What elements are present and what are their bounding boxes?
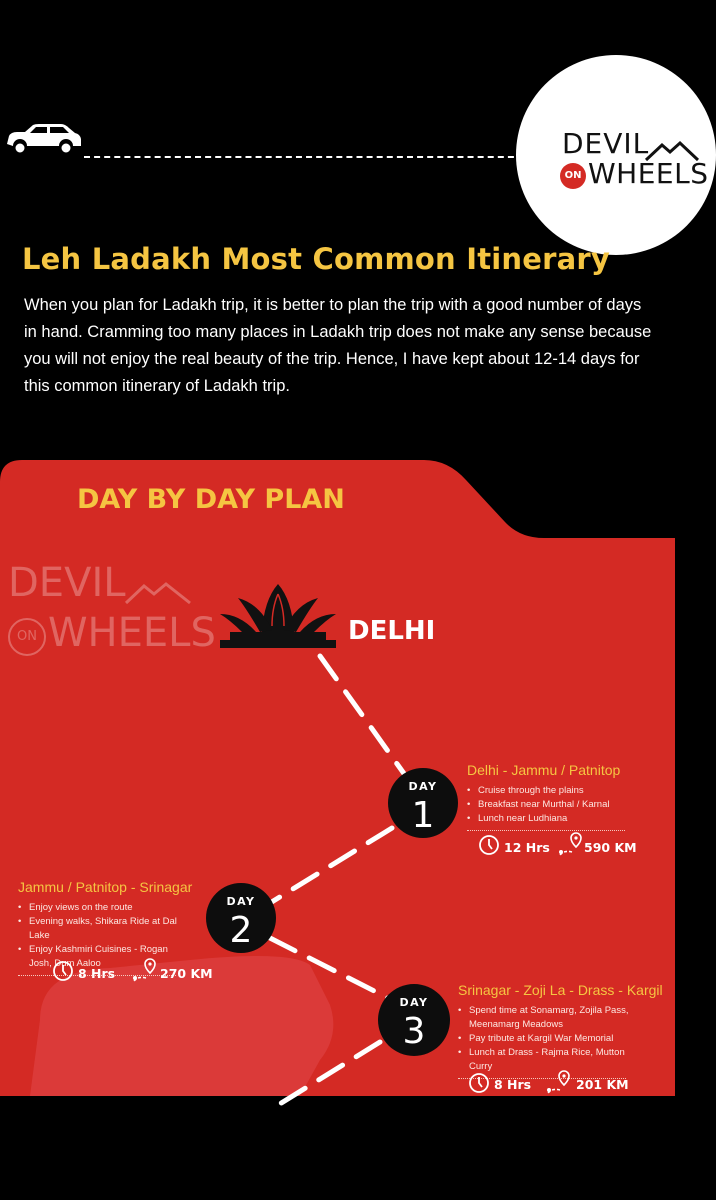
day-badge-1 bbox=[388, 768, 458, 838]
route-pin-icon bbox=[130, 956, 158, 984]
distance: 270 KM bbox=[160, 966, 213, 981]
list-item: • Enjoy views on the route bbox=[18, 901, 183, 915]
highlight-list bbox=[458, 1004, 643, 1074]
day-badge-label: DAY bbox=[226, 895, 256, 908]
duration: 12 Hrs bbox=[504, 840, 550, 855]
list-item: • Enjoy Kashmiri Cuisines - Rogan Josh, Dum Aaloo bbox=[18, 943, 183, 971]
list-item: • Pay tribute at Kargil War Memorial bbox=[458, 1032, 643, 1046]
divider bbox=[467, 830, 625, 831]
day-badge-3 bbox=[378, 984, 450, 1056]
intro-paragraph: When you plan for Ladakh trip, it is better to plan the trip with a good number of days in hand. Cramming too many places in Ladakh trip does not make any sense because you will not enjoy the real beauty of the trip. Hence, I have kept about 12-14 days for this common itinerary of Ladakh trip. bbox=[24, 296, 652, 395]
watermark-on: ON bbox=[8, 618, 46, 656]
dashed-road bbox=[84, 156, 524, 158]
list-item: • Spend time at Sonamarg, Zojila Pass, Meenamarg Meadows bbox=[458, 1004, 643, 1032]
day-badge-label: DAY bbox=[399, 996, 429, 1009]
clock-icon bbox=[52, 960, 74, 982]
duration: 8 Hrs bbox=[78, 966, 116, 981]
list-item: • Evening walks, Shikara Ride at Dal Lake bbox=[18, 915, 183, 943]
brand-on: ON bbox=[564, 170, 582, 181]
distance: 590 KM bbox=[584, 840, 637, 855]
itinerary-panel bbox=[0, 460, 675, 1096]
highlight-list bbox=[18, 901, 183, 971]
brand-logo-badge bbox=[516, 55, 716, 255]
section-title: DAY BY DAY PLAN bbox=[77, 484, 345, 515]
route-pin-icon bbox=[556, 830, 584, 858]
duration: 8 Hrs bbox=[494, 1077, 532, 1092]
day-badge-2 bbox=[206, 883, 276, 953]
highlight-list bbox=[467, 784, 667, 826]
day-card-1 bbox=[467, 762, 667, 831]
day-title: Srinagar - Zoji La - Drass - Kargil bbox=[458, 982, 663, 998]
watermark-line1: DEVIL bbox=[8, 560, 126, 606]
lotus-temple-icon bbox=[216, 580, 340, 654]
day-badge-number: 3 bbox=[402, 1011, 426, 1052]
start-city-label: DELHI bbox=[348, 616, 436, 646]
list-item: • Lunch at Drass - Rajma Rice, Mutton Curry bbox=[458, 1046, 643, 1074]
day-card-2 bbox=[18, 879, 208, 976]
list-item: • Lunch near Ludhiana bbox=[467, 812, 667, 826]
brand-logo bbox=[560, 127, 710, 197]
day-badge-label: DAY bbox=[408, 780, 438, 793]
clock-icon bbox=[468, 1072, 490, 1094]
brand-on-circle bbox=[560, 163, 586, 189]
day-title: Jammu / Patnitop - Srinagar bbox=[18, 879, 193, 895]
clock-icon bbox=[478, 834, 500, 856]
route-pin-icon bbox=[544, 1068, 572, 1096]
day-title: Delhi - Jammu / Patnitop bbox=[467, 762, 621, 778]
watermark-line2: WHEELS bbox=[48, 610, 216, 656]
brand-line2: WHEELS bbox=[588, 157, 709, 190]
car-icon bbox=[3, 122, 83, 156]
day-badge-number: 1 bbox=[411, 795, 435, 836]
day-badge-number: 2 bbox=[229, 910, 253, 951]
page-title: Leh Ladakh Most Common Itinerary bbox=[22, 242, 610, 276]
brand-line1: DEVIL bbox=[562, 127, 650, 160]
distance: 201 KM bbox=[576, 1077, 629, 1092]
list-item: • Breakfast near Murthal / Karnal bbox=[467, 798, 667, 812]
list-item: • Cruise through the plains bbox=[467, 784, 667, 798]
day-card-3 bbox=[458, 982, 668, 1079]
